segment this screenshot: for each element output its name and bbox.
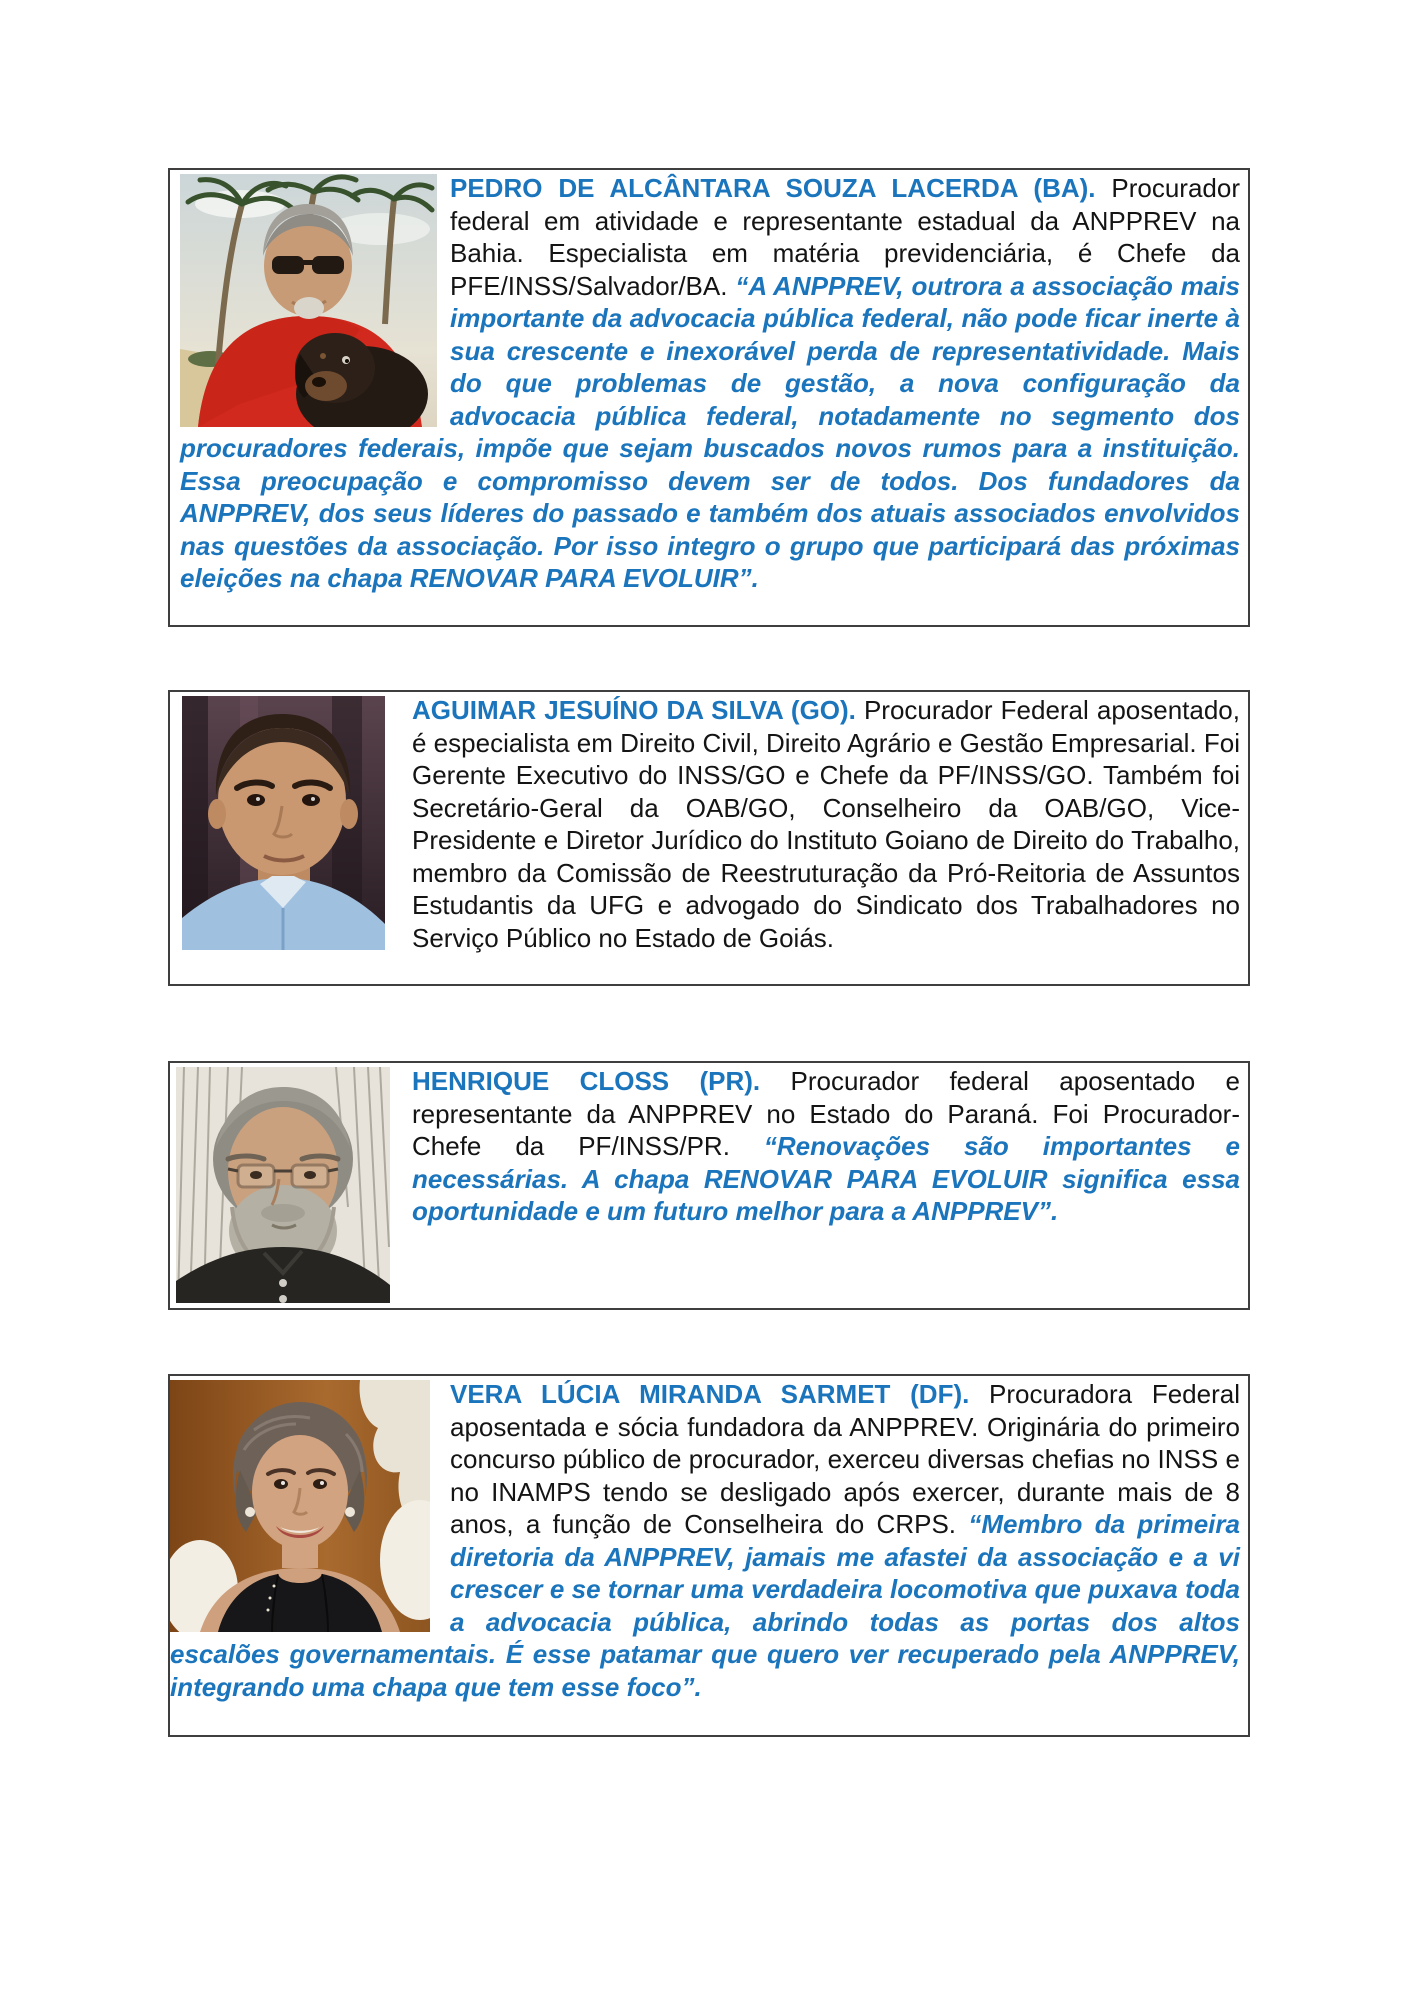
profile-name: HENRIQUE CLOSS (PR). xyxy=(412,1066,761,1096)
photo-henrique-closs xyxy=(176,1067,390,1303)
profile-list xyxy=(168,168,1250,1737)
profile-box-aguimar xyxy=(168,690,1250,986)
photo-vera-lucia-sarmet xyxy=(170,1380,430,1632)
photo-aguimar-jesuino xyxy=(182,696,385,950)
photo-pedro-de-alcantara xyxy=(180,174,437,427)
profile-bio: Procurador Federal aposentado, é especialista em Direito Civil, Direito Agrário e Gestão Empresarial. Foi Gerente Executivo do INSS/GO e Chefe da PF/INSS/GO. Também foi Secretário-Geral da OAB/GO, Conselheiro da OAB/GO, Vice-Presidente e Diretor Jurídico do Instituto Goiano de Direito do Trabalho, membro da Comissão de Reestruturação da Pró-Reitoria de Assuntos Estudantis da UFG e advogado do Sindicato dos Trabalhadores no Serviço Público no Estado de Goiás. xyxy=(412,695,1240,953)
profile-name: PEDRO DE ALCÂNTARA SOUZA LACERDA (BA). xyxy=(450,173,1096,203)
profile-name: AGUIMAR JESUÍNO DA SILVA (GO). xyxy=(412,695,856,725)
profile-bio: Procurador federal em atividade e representante estadual da ANPPREV na Bahia. Especialista em matéria previdenciária, é Chefe da PFE/INSS/Salvador/BA. xyxy=(450,173,1240,301)
profile-quote: “Membro da primeira diretoria da ANPPREV, jamais me afastei da associação e a vi crescer e se tornar uma verdadeira locomotiva que puxava toda a advocacia pública, abrindo todas as portas dos altos escalões governamentais. É esse patamar que quero ver recuperado pela ANPPREV, integrando uma chapa que tem esse foco”. xyxy=(170,1509,1240,1702)
profile-quote: “Renovações são importantes e necessárias. A chapa RENOVAR PARA EVOLUIR significa essa oportunidade e um futuro melhor para a ANPPREV”. xyxy=(412,1131,1240,1226)
profile-box-henrique xyxy=(168,1061,1250,1310)
profile-quote: “A ANPPREV, outrora a associação mais importante da advocacia pública federal, não pode ficar inerte à sua crescente e inexorável perda de representatividade. Mais do que problemas de gestão, a nova configuração da advocacia pública federal, notadamente no segmento dos procuradores federais, impõe que sejam buscados novos rumos para a instituição. Essa preocupação e compromisso devem ser de todos. Dos fundadores da ANPPREV, dos seus líderes do passado e também dos atuais associados envolvidos nas questões da associação. Por isso integro o grupo que participará das próximas eleições na chapa RENOVAR PARA EVOLUIR”. xyxy=(180,270,1240,593)
profile-box-pedro xyxy=(168,168,1250,627)
profile-bio: Procurador federal aposentado e representante da ANPPREV no Estado do Paraná. Foi Procurador-Chefe da PF/INSS/PR. xyxy=(412,1066,1240,1161)
profile-name: VERA LÚCIA MIRANDA SARMET (DF). xyxy=(450,1379,970,1409)
profile-box-vera xyxy=(168,1374,1250,1737)
profile-bio: Procuradora Federal aposentada e sócia fundadora da ANPPREV. Originária do primeiro concurso público de procurador, exerceu diversas chefias no INSS e no INAMPS tendo se desligado após exercer, durante mais de 8 anos, a função de Conselheira do CRPS. xyxy=(450,1379,1240,1539)
